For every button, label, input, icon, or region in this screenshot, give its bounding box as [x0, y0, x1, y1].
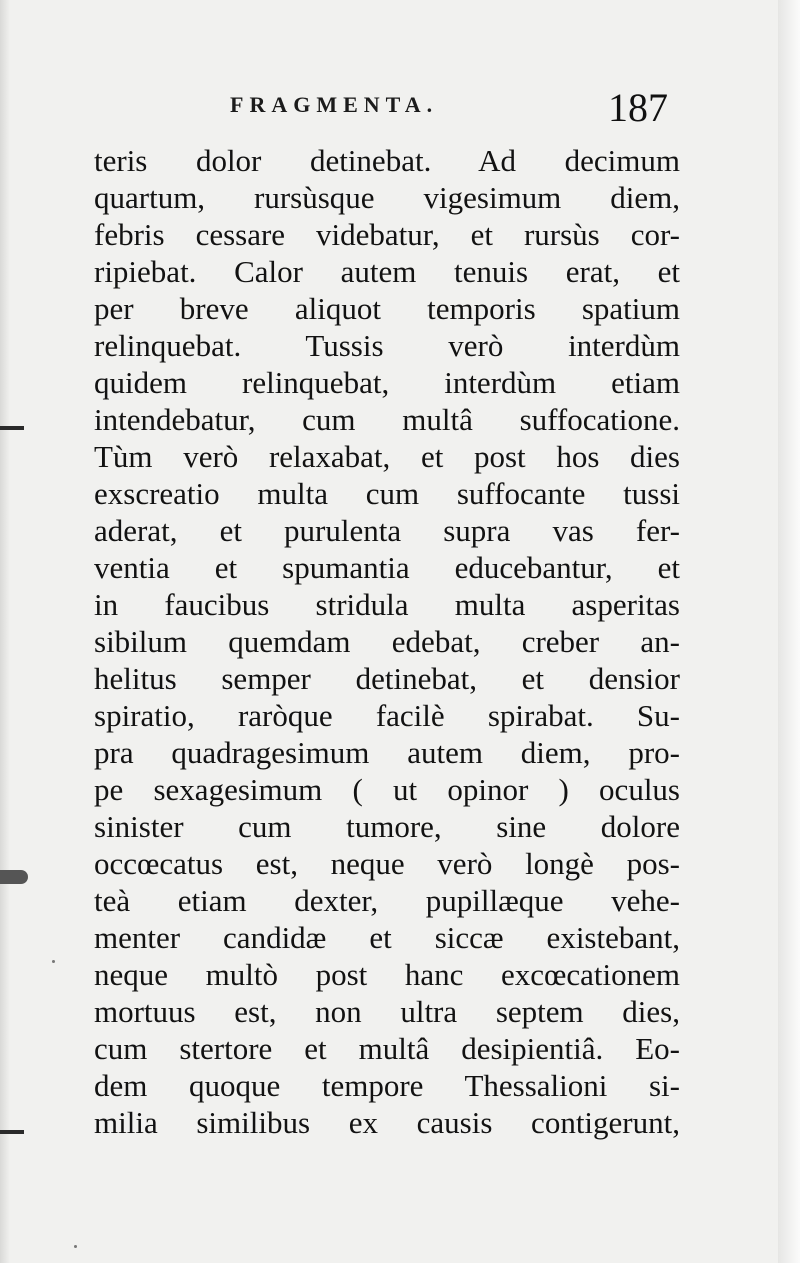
text-line: febris cessare videbatur, et rursùs cor-: [94, 217, 680, 252]
text-line: spiratio, raròque facilè spirabat. Su-: [94, 698, 680, 733]
binding-clip-mark: [0, 870, 28, 884]
paper-speck: [52, 960, 55, 963]
text-line: ventia et spumantia educebantur, et: [94, 550, 680, 585]
text-line: milia similibus ex causis contigerunt,: [94, 1105, 680, 1140]
text-line: dem quoque tempore Thessalioni si-: [94, 1068, 680, 1103]
text-line: helitus semper detinebat, et densior: [94, 661, 680, 696]
text-line: mortuus est, non ultra septem dies,: [94, 994, 680, 1029]
text-line: exscreatio multa cum suffocante tussi: [94, 476, 680, 511]
text-line: pe sexagesimum ( ut opinor ) oculus: [94, 772, 680, 807]
text-line: quidem relinquebat, interdùm etiam: [94, 365, 680, 400]
page-edge: [778, 0, 800, 1263]
text-line: teà etiam dexter, pupillæque vehe-: [94, 883, 680, 918]
page-number: 187: [608, 85, 668, 130]
text-line: sibilum quemdam edebat, creber an-: [94, 624, 680, 659]
text-line: intendebatur, cum multâ suffocatione.: [94, 402, 680, 437]
text-line: pra quadragesimum autem diem, pro-: [94, 735, 680, 770]
text-line: per breve aliquot temporis spatium: [94, 291, 680, 326]
running-header: [230, 86, 690, 130]
text-line: ripiebat. Calor autem tenuis erat, et: [94, 254, 680, 289]
text-line: aderat, et purulenta supra vas fer-: [94, 513, 680, 548]
page-gutter-shadow: [0, 0, 10, 1263]
margin-mark: [0, 1130, 24, 1134]
text-line: cum stertore et multâ desipientiâ. Eo-: [94, 1031, 680, 1066]
paper-speck: [74, 1245, 77, 1248]
text-line: Tùm verò relaxabat, et post hos dies: [94, 439, 680, 474]
body-text: [94, 142, 680, 1141]
text-line: teris dolor detinebat. Ad decimum: [94, 143, 680, 178]
text-line: sinister cum tumore, sine dolore: [94, 809, 680, 844]
text-line: in faucibus stridula multa asperitas: [94, 587, 680, 622]
margin-mark: [0, 426, 24, 430]
running-title: FRAGMENTA.: [230, 92, 439, 117]
text-line: relinquebat. Tussis verò interdùm: [94, 328, 680, 363]
text-line: quartum, rursùsque vigesimum diem,: [94, 180, 680, 215]
text-line: neque multò post hanc excœcationem: [94, 957, 680, 992]
text-line: menter candidæ et siccæ existebant,: [94, 920, 680, 955]
text-line: occœcatus est, neque verò longè pos-: [94, 846, 680, 881]
